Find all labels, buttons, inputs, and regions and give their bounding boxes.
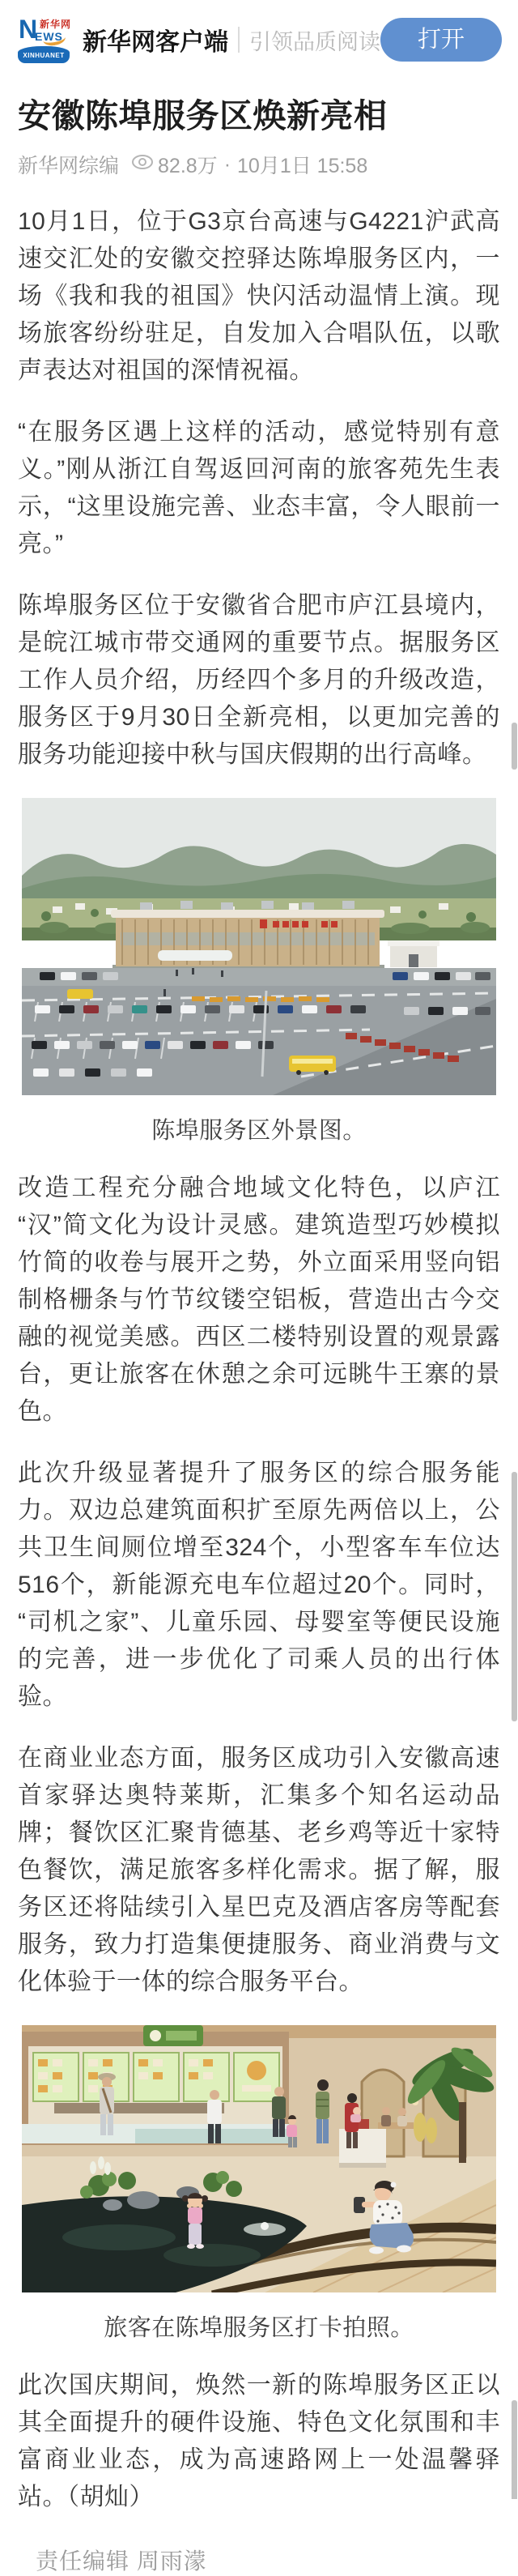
scrollbar-thumb[interactable]	[512, 1472, 517, 1721]
open-app-button[interactable]: 打开	[380, 18, 502, 62]
app-banner	[0, 0, 518, 76]
service-area-aerial-photo	[22, 798, 496, 1095]
banner-titles	[83, 22, 380, 58]
logo-letter-n: N	[19, 15, 38, 44]
app-tagline: 引领品质阅读	[249, 29, 380, 54]
image-caption: 陈埠服务区外景图。	[151, 1118, 367, 1145]
publish-time: 10月1日 15:58	[237, 155, 368, 178]
paragraph: “在服务区遇上这样的活动，感觉特别有意义。”刚从浙江自驾返回河南的旅客苑先生表示，“这里设施完善、业态丰富，令人眼前一亮。”	[18, 419, 500, 558]
logo-letters-ews: EWS	[35, 30, 63, 43]
view-count: 82.8万	[158, 155, 218, 178]
logo-chinese-name: 新华网	[40, 19, 72, 30]
scrollbar-thumb[interactable]	[512, 2400, 517, 2499]
paragraph: 10月1日，位于G3京台高速与G4221沪武高速交汇处的安徽交控驿达陈埠服务区内，一场《我和我的祖国》快闪活动温情上演。现场旅客纷纷驻足，自发加入合唱队伍，以歌声表达对祖国的深情祝福。	[18, 208, 500, 385]
paragraph: 此次国庆期间，焕然一新的陈埠服务区正以其全面提升的硬件设施、特色文化氛围和丰富商业业态，成为高速路网上一处温馨驿站。（胡灿）	[18, 2372, 500, 2511]
food-court-photo	[22, 2025, 496, 2292]
divider	[238, 27, 240, 53]
image-caption: 旅客在陈埠服务区打卡拍照。	[104, 2315, 414, 2342]
paragraph: 改造工程充分融合地域文化特色，以庐江“汉”简文化为设计灵感。建筑造型巧妙模拟竹简的收卷与展开之势，外立面采用竖向铝制格栅条与竹节纹镂空铝板，营造出古今交融的视觉美感。西区二楼特别设置的观景露台，更让旅客在休憩之余可远眺牛王寨的景色。	[18, 1175, 500, 1426]
eye-icon	[130, 153, 155, 177]
paragraph: 此次升级显著提升了服务区的综合服务能力。双边总建筑面积扩至原先两倍以上，公共卫生间厕位增至324个，小型客车车位达516个，新能源充电车位超过20个。同时，“司机之家”、儿童乐园、母婴室等便民设施的完善，进一步优化了司乘人员的出行体验。	[18, 1460, 500, 1711]
article-image-2[interactable]	[22, 2025, 496, 2343]
logo-xinhuanet-label: XINHUANET	[18, 46, 70, 63]
xinhuanet-logo	[18, 16, 70, 63]
editor-credit: 责任编辑 周雨濛	[36, 2548, 207, 2574]
app-name: 新华网客户端	[83, 29, 228, 56]
meta-separator: ·	[223, 152, 231, 176]
article-image-1[interactable]	[22, 798, 496, 1145]
paragraph: 陈埠服务区位于安徽省合肥市庐江县境内，是皖江城市带交通网的重要节点。据服务区工作人员介绍，历经四个多月的升级改造，服务区于9月30日全新亮相，以更加完善的服务功能迎接中秋与国庆假期的出行高峰。	[18, 592, 500, 769]
scrollbar-thumb[interactable]	[512, 723, 517, 770]
article-title: 安徽陈埠服务区焕新亮相	[18, 97, 388, 134]
article-meta	[18, 150, 500, 179]
article-body	[0, 203, 518, 2576]
paragraph: 在商业业态方面，服务区成功引入安徽高速首家驿达奥特莱斯，汇集多个知名运动品牌；餐饮区汇聚肯德基、老乡鸡等近十家特色餐饮，满足旅客多样化需求。据了解，服务区还将陆续引入星巴克及酒店客房等配套服务，致力打造集便捷服务、商业消费与文化体验于一体的综合服务平台。	[18, 1745, 500, 1996]
article-source: 新华网综编	[18, 155, 120, 178]
